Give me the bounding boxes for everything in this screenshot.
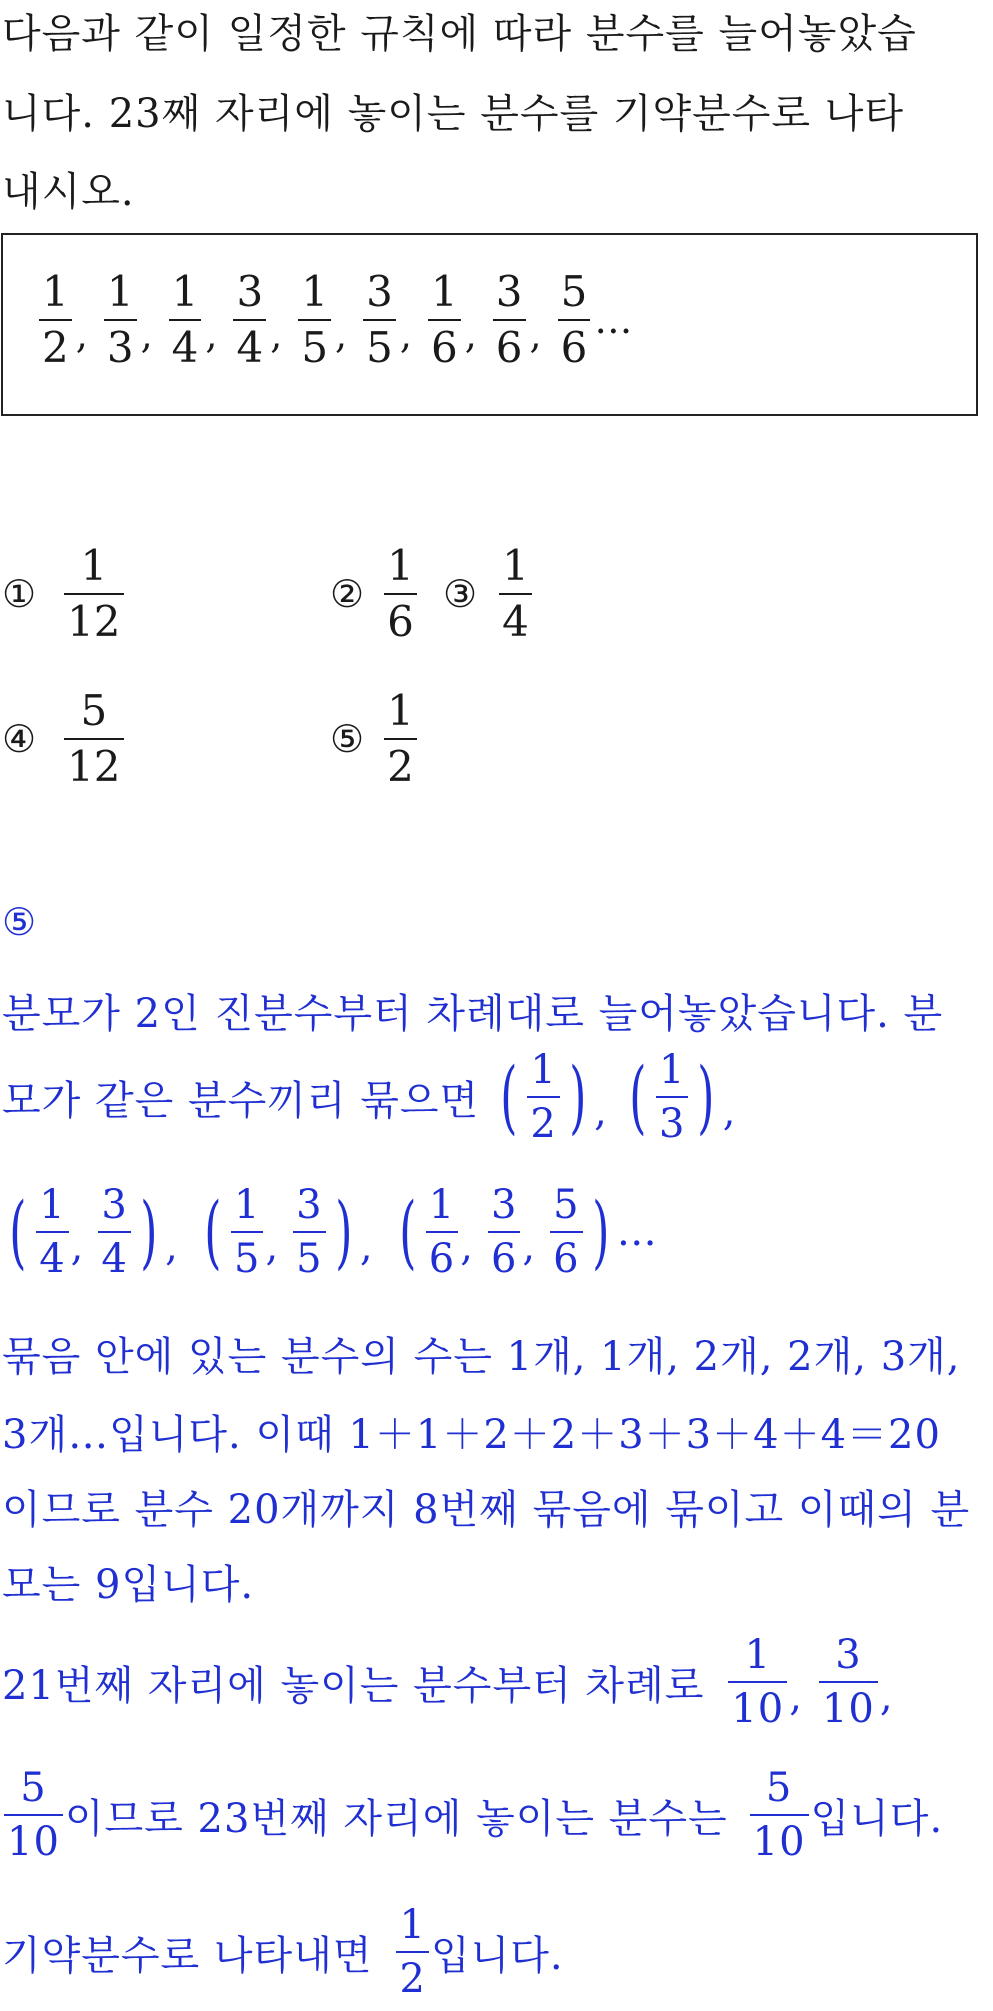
- right-paren: ): [569, 1050, 587, 1143]
- choice-2-fraction: [384, 541, 417, 646]
- sequence-fraction: [363, 267, 396, 372]
- group-fraction-numerator: 1: [428, 1182, 456, 1228]
- group-fraction-denominator: 5: [293, 1231, 325, 1279]
- solution-line-11-end: 입니다.: [430, 1932, 564, 1979]
- sequence-fraction: [493, 267, 526, 372]
- group-fraction: [488, 1182, 520, 1282]
- tenth-fraction-3: [4, 1765, 63, 1865]
- choice-5-mark: ⑤: [330, 717, 365, 761]
- choice-4-fraction: [64, 686, 123, 791]
- sequence-fraction-denominator: 3: [104, 319, 137, 369]
- group-fraction: [231, 1182, 263, 1282]
- choice-1-mark: ①: [2, 572, 37, 616]
- group-fraction-numerator: 3: [101, 1182, 128, 1228]
- choice-1-fraction: [64, 541, 123, 646]
- tenth-fraction-2: [819, 1632, 878, 1732]
- answer-tenth-fraction: [750, 1765, 809, 1865]
- choice-4-numerator: 5: [80, 686, 108, 735]
- choice-3-denominator: 4: [499, 593, 532, 643]
- sequence-separator: ,: [335, 313, 348, 357]
- left-paren: (: [398, 1185, 417, 1278]
- left-paren: (: [9, 1185, 27, 1278]
- group-fraction-numerator: 1: [530, 1047, 557, 1093]
- fraction-group: [197, 1182, 360, 1282]
- solution-line-9: [2, 1632, 894, 1732]
- question-line-1: 다음과 같이 일정한 규칙에 따라 분수를 늘어놓았습: [2, 11, 917, 57]
- comma: ,: [879, 1674, 894, 1720]
- sequence-fraction-numerator: 1: [301, 267, 329, 316]
- tenth-2-denominator: 10: [819, 1681, 878, 1729]
- sequence-fraction-numerator: 3: [495, 267, 523, 316]
- choice-3-mark: ③: [443, 572, 478, 616]
- comma: ,: [165, 1224, 179, 1270]
- group-fraction-numerator: 1: [234, 1182, 261, 1228]
- group-fraction-numerator: 1: [39, 1182, 66, 1228]
- final-numerator: 1: [399, 1902, 426, 1948]
- sequence-fraction-denominator: 6: [558, 319, 591, 369]
- sequence-separator: ,: [205, 313, 218, 357]
- comma: ,: [70, 1224, 85, 1270]
- sequence-fraction-numerator: 1: [171, 267, 199, 316]
- choice-4-denominator: 12: [64, 738, 123, 788]
- comma: ,: [722, 1089, 737, 1135]
- sequence-fraction-numerator: 5: [560, 267, 588, 316]
- comma: ,: [359, 1224, 374, 1270]
- choice-3[interactable]: [443, 541, 534, 646]
- tenth-1-numerator: 1: [744, 1632, 772, 1678]
- solution-line-1: 분모가 2인 진분수부터 차례대로 늘어놓았습니다. 분: [2, 991, 944, 1037]
- sequence-fraction: [169, 267, 202, 372]
- solution-line-11-text: 기약분수로 나타내면: [2, 1932, 373, 1979]
- left-paren: (: [204, 1185, 222, 1278]
- choice-5-numerator: 1: [387, 686, 414, 735]
- fraction-sequence: [37, 267, 633, 372]
- groups-second: [2, 1182, 658, 1282]
- group-fraction: [550, 1182, 582, 1282]
- group-fraction: [98, 1182, 130, 1282]
- group-fraction-denominator: 2: [527, 1096, 559, 1144]
- group-fraction-numerator: 5: [553, 1182, 580, 1228]
- sequence-fraction: [558, 267, 591, 372]
- solution-line-2-text: 모가 같은 분수끼리 묶으면: [2, 1077, 480, 1124]
- sequence-separator: ,: [529, 313, 542, 357]
- answer-tenth-denominator: 10: [750, 1814, 809, 1862]
- tenth-3-numerator: 5: [20, 1765, 47, 1811]
- group-fraction-numerator: 1: [659, 1047, 686, 1093]
- question-line-2: 니다. 23째 자리에 놓이는 분수를 기약분수로 나타: [2, 91, 905, 137]
- final-fraction: [396, 1902, 428, 2002]
- sequence-fraction-denominator: 4: [169, 319, 202, 369]
- solution-line-11: [2, 1902, 564, 2002]
- choice-2-mark: ②: [330, 572, 365, 616]
- fraction-group: [2, 1182, 165, 1282]
- sequence-fraction-numerator: 3: [366, 267, 393, 316]
- solution-line-2: [2, 1047, 750, 1147]
- choice-5-fraction: [384, 686, 417, 791]
- sequence-fraction: [298, 267, 331, 372]
- fraction-group: [493, 1047, 594, 1147]
- group-fraction-numerator: 3: [490, 1182, 518, 1228]
- choice-5[interactable]: [330, 686, 419, 791]
- sequence-fraction-denominator: 6: [493, 319, 526, 369]
- answer-tenth-numerator: 5: [765, 1765, 793, 1811]
- solution-answer: ⑤: [2, 900, 38, 944]
- tenth-fraction-1: [728, 1632, 787, 1732]
- sequence-fraction-denominator: 5: [298, 319, 331, 369]
- solution-line-10-end: 입니다.: [810, 1795, 944, 1842]
- sequence-fraction: [428, 267, 461, 372]
- group-fraction-denominator: 6: [488, 1231, 520, 1279]
- sequence-separator: ,: [140, 313, 153, 357]
- group-fraction-denominator: 6: [550, 1231, 582, 1279]
- sequence-ellipsis: …: [594, 298, 633, 342]
- solution-line-7: 이므로 분수 20개까지 8번째 묶음에 묶이고 이때의 분: [2, 1487, 971, 1533]
- sequence-fraction-denominator: 4: [233, 319, 266, 369]
- comma: ,: [594, 1089, 608, 1135]
- sequence-fraction-numerator: 1: [106, 267, 134, 316]
- comma: ,: [460, 1224, 474, 1270]
- choice-1-numerator: 1: [80, 541, 108, 590]
- tenth-2-numerator: 3: [835, 1632, 862, 1678]
- right-paren: ): [334, 1185, 353, 1278]
- sequence-fraction: [104, 267, 137, 372]
- comma: ,: [789, 1674, 803, 1720]
- comma: ,: [522, 1224, 537, 1270]
- solution-line-6: 3개…입니다. 이때 1＋1＋2＋2＋3＋3＋4＋4＝20: [2, 1412, 941, 1458]
- group-fraction: [36, 1182, 68, 1282]
- choice-1-denominator: 12: [64, 593, 123, 643]
- fraction-group: [392, 1182, 617, 1282]
- choice-5-denominator: 2: [384, 738, 417, 788]
- group-fraction-numerator: 3: [296, 1182, 323, 1228]
- sequence-fraction-numerator: 1: [430, 267, 458, 316]
- choice-2-denominator: 6: [384, 593, 417, 643]
- final-denominator: 2: [396, 1951, 428, 1999]
- solution-line-9-text: 21번째 자리에 놓이는 분수부터 차례로: [2, 1662, 705, 1709]
- sequence-box: [1, 233, 978, 416]
- right-paren: ): [697, 1050, 716, 1143]
- solution-line-10: [2, 1765, 944, 1865]
- group-fraction: [293, 1182, 325, 1282]
- solution-line-10-text: 이므로 23번째 자리에 놓이는 분수는: [64, 1795, 728, 1842]
- choice-2[interactable]: [330, 541, 419, 646]
- group-fraction-denominator: 4: [36, 1231, 68, 1279]
- solution-line-5: 묶음 안에 있는 분수의 수는 1개, 1개, 2개, 2개, 3개,: [2, 1334, 961, 1380]
- choice-2-numerator: 1: [387, 541, 414, 590]
- group-fraction: [527, 1047, 559, 1147]
- choice-4[interactable]: [2, 686, 126, 791]
- sequence-fraction-denominator: 5: [363, 319, 396, 369]
- sequence-separator: ,: [270, 313, 283, 357]
- group-fraction: [426, 1182, 458, 1282]
- group-fraction-denominator: 3: [656, 1096, 688, 1144]
- left-paren: (: [629, 1050, 647, 1143]
- sequence-fraction-numerator: 3: [236, 267, 264, 316]
- sequence-fraction: [233, 267, 266, 372]
- group-fraction-denominator: 6: [426, 1231, 458, 1279]
- choice-1[interactable]: [2, 541, 126, 646]
- sequence-separator: ,: [399, 313, 412, 357]
- sequence-fraction-numerator: 1: [42, 267, 69, 316]
- ellipsis: …: [616, 1209, 658, 1255]
- solution-line-8: 모는 9입니다.: [2, 1562, 255, 1608]
- right-paren: ): [140, 1185, 158, 1278]
- sequence-fraction-denominator: 6: [428, 319, 461, 369]
- question-line-3: 내시오.: [2, 169, 135, 215]
- sequence-separator: ,: [464, 313, 477, 357]
- left-paren: (: [500, 1050, 519, 1143]
- group-fraction: [656, 1047, 688, 1147]
- choice-4-mark: ④: [2, 717, 37, 761]
- sequence-fraction-denominator: 2: [39, 319, 72, 369]
- group-fraction-denominator: 5: [231, 1231, 263, 1279]
- right-paren: ): [591, 1185, 610, 1278]
- choice-3-fraction: [499, 541, 532, 646]
- groups-first: [493, 1047, 750, 1147]
- sequence-fraction: [39, 267, 72, 372]
- sequence-separator: ,: [75, 313, 88, 357]
- group-fraction-denominator: 4: [98, 1231, 130, 1279]
- tenth-3-denominator: 10: [4, 1814, 63, 1862]
- comma: ,: [265, 1224, 280, 1270]
- choice-3-numerator: 1: [502, 541, 529, 590]
- tenth-1-denominator: 10: [728, 1681, 787, 1729]
- fraction-group: [622, 1047, 723, 1147]
